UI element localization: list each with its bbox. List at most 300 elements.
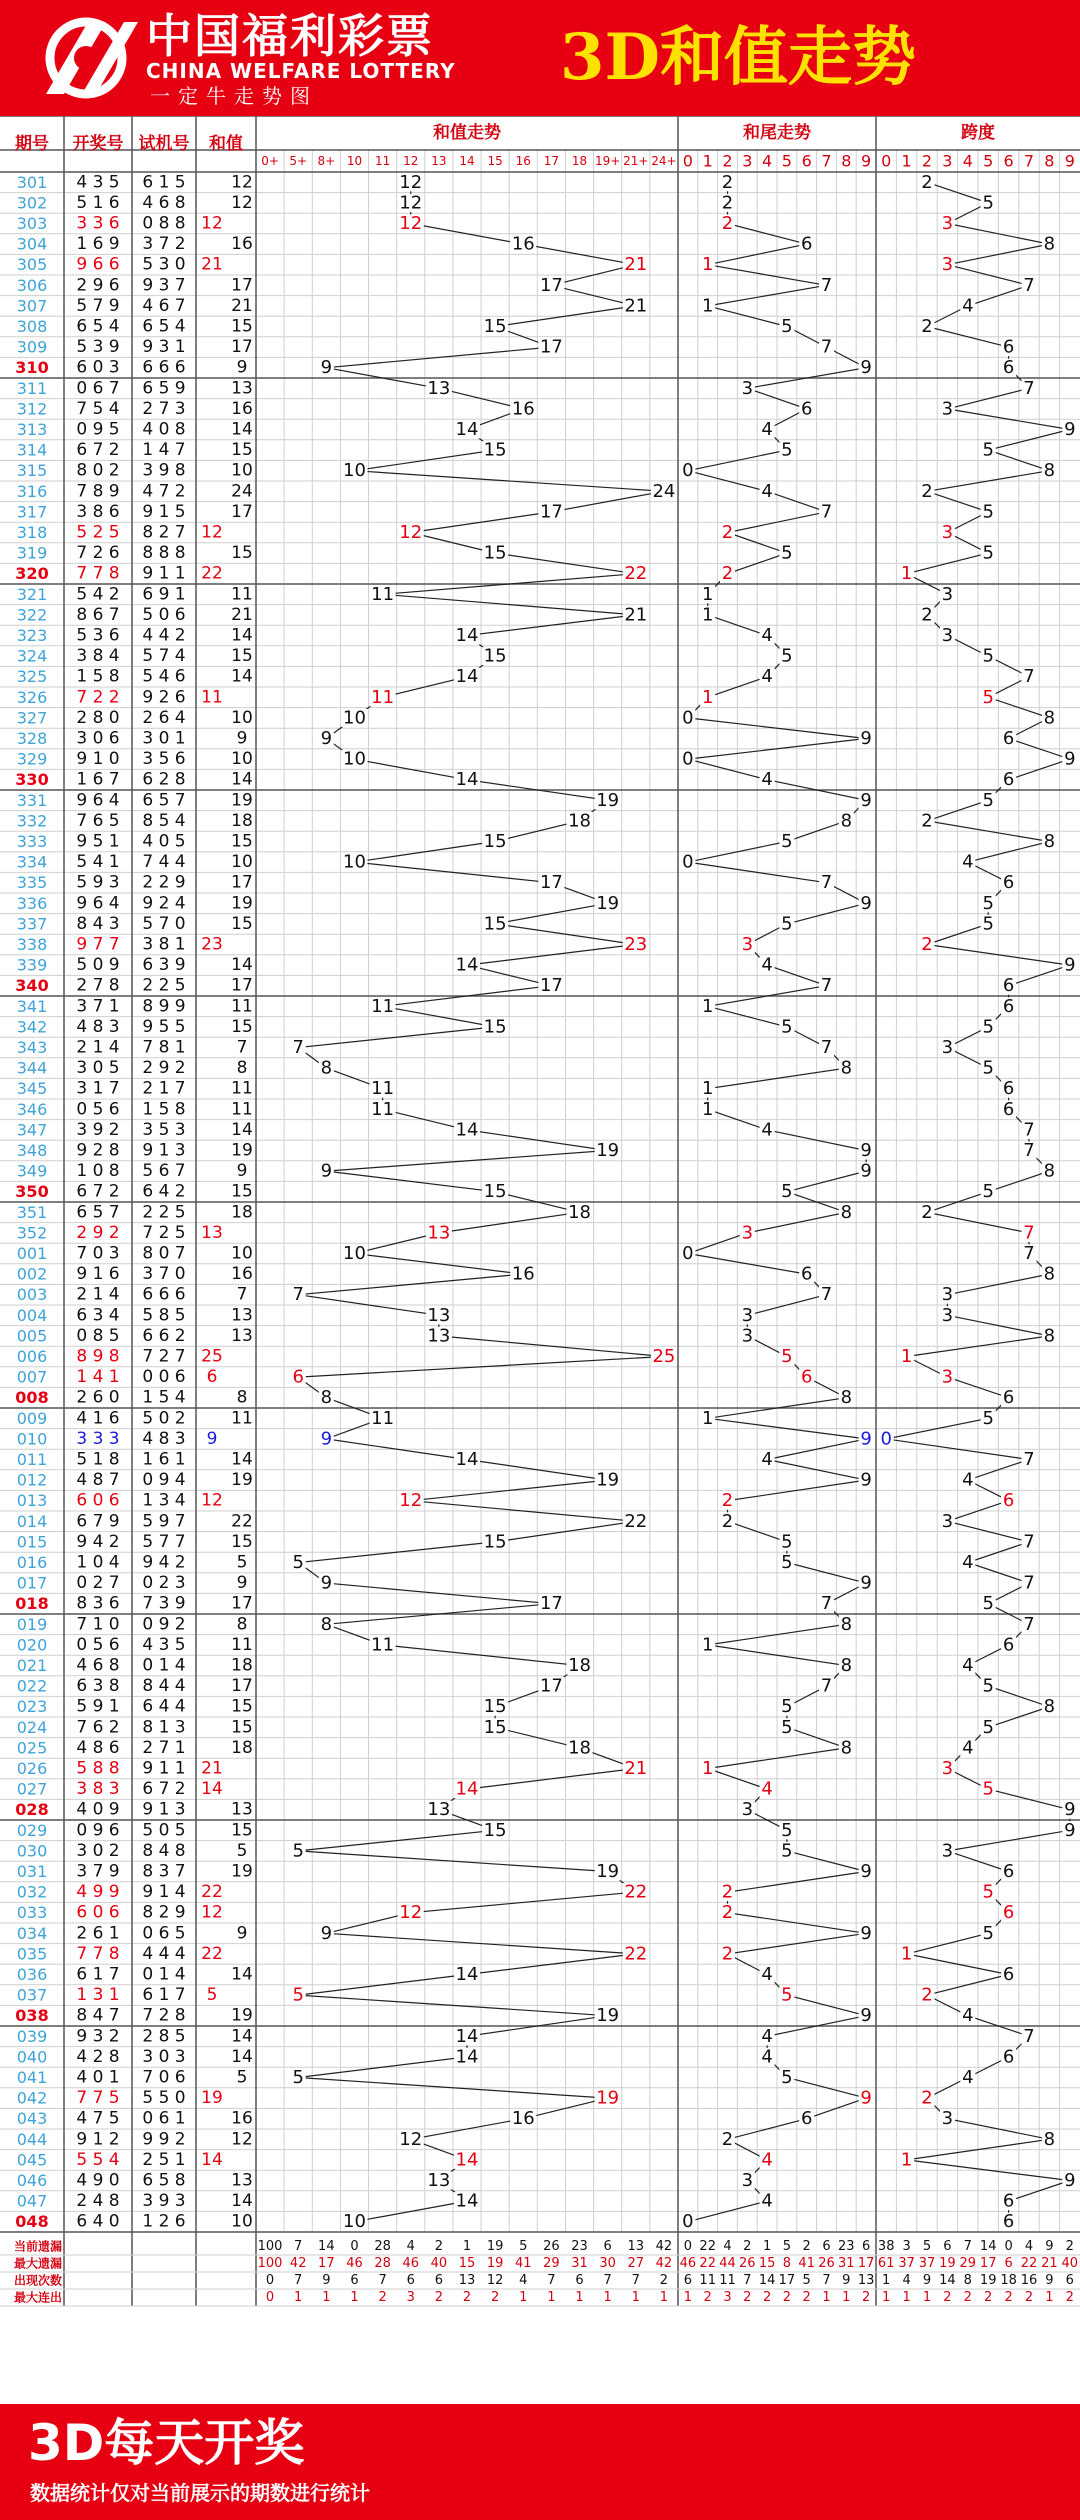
tail-trend-mark: 0 [682,1243,694,1264]
tail-trend-mark: 5 [781,439,793,461]
stats-span-value: 40 [1061,2256,1079,2271]
tail-trend-mark: 4 [761,666,773,688]
period-cell: 302 [16,193,48,213]
sum-value-cell: 14 [231,769,253,790]
trial-number-cell: 9 1 1 [142,1758,186,1779]
stats-sum-value: 1 [659,2290,669,2305]
draw-number-cell: 7 5 4 [76,398,120,419]
sum-value-cell: 16 [231,1264,253,1285]
stats-tail-value: 5 [802,2273,811,2288]
span-trend-mark: 5 [982,1016,994,1038]
sum-trend-mark: 15 [483,1696,507,1718]
stats-tail-value: 6 [861,2239,871,2254]
trial-number-cell: 2 6 4 [142,707,186,728]
stats-tail-value: 2 [802,2290,811,2305]
draw-number-cell: 8 0 2 [76,460,120,481]
tail-trend-mark: 5 [781,1840,793,1862]
stats-span-value: 9 [922,2273,932,2288]
trial-number-cell: 8 4 8 [142,1840,186,1861]
trial-number-cell: 9 4 2 [142,1552,186,1573]
period-cell: 041 [16,2068,48,2087]
stats-tail-value: 2 [703,2290,712,2305]
sum-trend-mark: 17 [539,274,563,296]
trial-number-cell: 5 0 2 [142,1408,186,1429]
sum-value-cell: 7 [236,1037,248,1058]
period-cell: 032 [16,1882,48,1902]
tail-trend-mark: 7 [820,1037,833,1058]
sum-value-cell: 15 [231,1181,253,1202]
period-cell: 015 [16,1532,48,1552]
period-cell: 043 [16,2109,48,2129]
sum-trend-mark: 21 [624,1758,648,1779]
stats-sum-value: 7 [631,2273,640,2288]
tail-trend-mark: 9 [860,1140,872,1161]
period-cell: 340 [15,976,49,996]
span-trend-mark: 6 [1002,1490,1015,1512]
stats-tail-value: 44 [719,2256,736,2271]
tail-trend-mark: 9 [860,357,872,379]
sum-trend-mark: 9 [320,728,333,749]
draw-number-cell: 5 7 9 [76,295,120,316]
sum-trend-mark: 15 [483,831,507,852]
sum-trend-mark: 17 [539,1593,563,1615]
sum-value-cell: 18 [231,1202,253,1223]
sum-trend-mark: 18 [568,1737,591,1759]
period-cell: 022 [16,1676,48,1696]
tail-trend-mark: 4 [761,2025,773,2047]
trial-number-cell: 5 4 6 [142,666,186,687]
span-trend-mark: 8 [1043,233,1056,255]
trend-table [0,116,1080,2404]
sum-value-cell: 19 [231,1470,253,1491]
stats-span-value: 38 [877,2239,895,2254]
stats-tail-value: 6 [822,2239,831,2254]
sum-value-cell: 14 [231,419,253,440]
draw-number-cell: 4 6 8 [76,1655,120,1676]
sum-trend-mark: 13 [427,1222,451,1244]
span-trend-mark: 2 [921,934,933,955]
sum-value-cell: 12 [231,2129,253,2150]
draw-number-cell: 7 7 5 [76,2088,120,2109]
stats-sum-value: 4 [406,2239,415,2254]
stats-sum-value: 0 [265,2290,275,2305]
span-trend-mark: 9 [1064,2170,1076,2191]
span-trend-mark: 6 [1002,2190,1015,2212]
sum-value-cell: 13 [201,1222,223,1243]
tail-trend-mark: 9 [860,1428,872,1450]
sum-trend-mark: 5 [292,2067,304,2088]
tail-digit-label: 5 [781,151,792,171]
sum-trend-mark: 15 [483,1531,507,1553]
period-cell: 048 [15,2212,49,2232]
sum-trend-mark: 14 [455,769,479,791]
draw-number-cell: 4 9 9 [76,1882,120,1903]
period-cell: 312 [16,399,48,419]
stats-sum-value: 3 [406,2290,415,2305]
stats-tail-value: 4 [723,2239,732,2254]
stats-sum-value: 1 [575,2290,584,2305]
stats-tail-value: 14 [758,2273,776,2288]
tail-trend-mark: 5 [781,913,793,935]
span-trend-mark: 8 [1043,1263,1056,1285]
sum-value-cell: 10 [231,2211,253,2232]
stats-span-value: 9 [1045,2239,1054,2254]
stats-tail-value: 17 [778,2273,796,2288]
trial-number-cell: 0 2 3 [142,1573,186,1594]
draw-number-cell: 7 6 5 [76,810,120,831]
tail-digit-label: 6 [801,151,812,171]
sum-value-cell: 14 [231,2026,253,2047]
trial-number-cell: 4 4 4 [142,1943,186,1964]
sum-value-cell: 21 [231,295,253,316]
logo-chinese-text: 中国福利彩票 [146,9,434,63]
sum-trend-mark: 12 [399,2128,423,2150]
sum-value-cell: 14 [201,1779,223,1800]
tail-trend-mark: 0 [682,851,694,873]
stats-sum-value: 12 [486,2273,504,2288]
trial-number-cell: 9 1 1 [142,563,186,584]
header-span-trend: 跨度 [961,123,995,143]
period-cell: 309 [16,337,48,357]
tail-trend-mark: 2 [721,1943,734,1965]
trial-number-cell: 7 2 7 [142,1346,186,1367]
sum-trend-mark: 21 [624,254,648,276]
sum-value-cell: 22 [201,1943,223,1964]
sum-value-cell: 5 [206,1985,218,2006]
tail-trend-mark: 7 [820,1593,833,1615]
draw-number-cell: 3 0 5 [76,1058,120,1079]
draw-number-cell: 3 8 4 [76,646,120,667]
sum-value-cell: 12 [201,1490,223,1511]
sum-trend-mark: 10 [343,707,366,729]
sum-value-cell: 14 [231,1119,253,1140]
sum-trend-mark: 22 [624,563,648,585]
stats-sum-value: 5 [519,2239,528,2254]
span-trend-mark: 1 [900,563,913,585]
sum-trend-mark: 11 [371,1098,395,1120]
span-trend-mark: 7 [1023,1243,1035,1264]
period-cell: 044 [16,2129,48,2149]
draw-number-cell: 9 1 0 [76,749,120,770]
sum-value-cell: 9 [236,1573,248,1594]
sum-value-cell: 5 [236,2067,248,2088]
sum-trend-mark: 19 [596,789,620,811]
sum-trend-mark: 14 [455,2025,479,2047]
span-trend-mark: 8 [1043,1325,1056,1347]
trial-number-cell: 7 2 5 [142,1222,186,1243]
span-trend-mark: 2 [921,171,933,193]
sum-value-cell: 15 [231,1531,253,1552]
period-cell: 310 [15,358,49,378]
stats-span-value: 61 [877,2256,895,2271]
trial-number-cell: 0 8 8 [142,213,186,234]
draw-number-cell: 7 6 2 [76,1717,120,1738]
tail-trend-mark: 1 [701,1098,714,1120]
period-cell: 024 [16,1717,48,1737]
span-trend-mark: 6 [1002,1634,1015,1656]
draw-number-cell: 9 6 6 [76,254,120,275]
tail-trend-mark: 1 [701,1758,714,1779]
sum-value-cell: 9 [236,1161,248,1182]
stats-sum-value: 9 [322,2273,331,2288]
tail-trend-mark: 5 [781,316,793,337]
sum-trend-mark: 8 [320,1613,333,1635]
sum-value-cell: 15 [231,1820,253,1841]
span-trend-mark: 7 [1023,2025,1035,2047]
trial-number-cell: 8 1 3 [142,1717,186,1738]
period-cell: 027 [16,1779,48,1799]
stats-sum-value: 28 [374,2239,391,2254]
draw-number-cell: 6 0 3 [76,357,120,378]
period-cell: 325 [16,667,48,687]
tail-trend-mark: 2 [721,522,734,543]
period-cell: 303 [16,214,48,233]
trial-number-cell: 1 5 8 [142,1099,186,1120]
stats-span-value: 19 [939,2256,956,2271]
sum-bin-label: 11 [374,154,391,168]
period-cell: 337 [16,914,48,934]
sum-value-cell: 10 [231,460,253,481]
draw-number-cell: 8 6 7 [76,604,120,625]
stats-span-value: 6 [1065,2273,1074,2288]
sum-trend-mark: 17 [539,501,563,523]
trial-number-cell: 0 6 5 [142,1923,186,1944]
draw-number-cell: 8 9 8 [76,1346,120,1367]
sum-value-cell: 9 [206,1428,218,1449]
stats-sum-value: 26 [543,2239,560,2254]
tail-trend-mark: 5 [781,1984,793,2006]
tail-trend-mark: 8 [840,1737,853,1759]
period-cell: 028 [15,1800,49,1820]
tail-trend-mark: 1 [701,1078,714,1100]
draw-number-cell: 5 9 1 [76,1696,120,1717]
sum-trend-mark: 22 [624,1881,648,1903]
sum-trend-mark: 9 [320,1160,333,1182]
period-cell: 009 [16,1408,48,1428]
stats-tail-value: 7 [743,2273,752,2288]
trial-number-cell: 1 2 6 [142,2211,186,2232]
stats-tail-value: 13 [857,2273,875,2288]
trial-number-cell: 5 9 7 [142,1511,186,1532]
sum-value-cell: 15 [231,1016,253,1037]
sum-trend-mark: 14 [455,2149,479,2171]
period-cell: 336 [16,893,48,913]
draw-number-cell: 7 7 8 [76,563,120,584]
sum-trend-mark: 19 [596,892,620,914]
stats-tail-value: 11 [699,2273,716,2288]
sum-value-cell: 19 [201,2088,223,2109]
tail-trend-mark: 0 [682,707,694,729]
sum-value-cell: 17 [231,275,253,296]
stats-tail-value: 11 [719,2273,736,2288]
span-trend-mark: 6 [1002,336,1015,358]
trial-number-cell: 5 7 7 [142,1531,186,1552]
tail-trend-mark: 5 [781,1552,793,1573]
sum-trend-mark: 16 [511,398,535,420]
trial-number-cell: 5 0 6 [142,604,186,625]
span-trend-mark: 7 [1023,1140,1035,1161]
tail-digit-label: 1 [702,151,713,171]
sum-trend-mark: 21 [624,604,648,626]
stats-span-value: 18 [1000,2273,1017,2288]
sum-bin-label: 18 [571,154,588,168]
sum-value-cell: 11 [231,1099,253,1120]
draw-number-cell: 8 4 3 [76,913,120,934]
trial-number-cell: 9 1 5 [142,501,186,522]
draw-number-cell: 4 9 0 [76,2170,120,2191]
sum-value-cell: 15 [231,646,253,667]
span-trend-mark: 5 [982,1407,994,1429]
sum-value-cell: 19 [231,1140,253,1161]
tail-trend-mark: 9 [860,1922,872,1944]
period-cell: 010 [16,1429,48,1449]
tail-trend-mark: 2 [721,171,734,193]
period-cell: 324 [16,646,48,666]
stats-sum-value: 14 [318,2239,335,2254]
stats-tail-value: 2 [743,2290,752,2305]
period-cell: 012 [16,1470,48,1490]
sum-trend-mark: 12 [399,192,423,214]
tail-trend-mark: 8 [840,810,853,832]
draw-number-cell: 6 5 7 [76,1202,120,1223]
stats-tail-value: 5 [782,2239,792,2254]
tail-trend-mark: 4 [761,2046,773,2068]
span-trend-mark: 5 [982,192,994,214]
period-cell: 021 [16,1656,48,1675]
stats-tail-value: 2 [762,2290,772,2305]
sum-value-cell: 6 [206,1367,218,1388]
draw-number-cell: 0 2 7 [76,1573,120,1594]
tail-trend-mark: 3 [741,377,754,399]
trial-number-cell: 8 4 4 [142,1676,186,1697]
trial-number-cell: 5 8 5 [142,1305,186,1326]
span-trend-mark: 5 [982,1881,994,1903]
stats-span-value: 22 [1020,2256,1038,2271]
draw-number-cell: 3 0 6 [76,728,120,749]
period-cell: 306 [16,275,48,295]
sum-trend-mark: 15 [483,316,507,337]
period-cell: 338 [16,935,48,954]
stats-sum-value: 46 [346,2256,363,2271]
trial-number-cell: 2 7 3 [142,398,186,419]
draw-number-cell: 9 1 6 [76,1264,120,1285]
span-trend-mark: 6 [1002,1098,1015,1120]
sum-trend-mark: 19 [596,2005,620,2027]
trial-number-cell: 9 9 2 [142,2129,186,2150]
tail-digit-label: 0 [682,151,693,171]
trial-number-cell: 2 9 2 [142,1058,186,1079]
trial-number-cell: 6 6 6 [142,357,186,378]
stats-tail-value: 7 [822,2273,831,2288]
stats-span-value: 1 [882,2290,891,2305]
sum-trend-mark: 11 [371,583,395,605]
period-cell: 002 [16,1264,48,1284]
sum-value-cell: 11 [231,1634,253,1655]
stats-sum-value: 1 [322,2290,331,2305]
tail-trend-mark: 5 [781,831,793,852]
sum-value-cell: 14 [231,2046,253,2067]
trial-number-cell: 4 7 2 [142,481,186,502]
sum-trend-mark: 5 [292,1840,304,1862]
draw-number-cell: 6 0 6 [76,1490,120,1511]
stats-tail-value: 0 [683,2239,693,2254]
tail-trend-mark: 8 [840,1387,853,1409]
draw-number-cell: 2 7 8 [76,975,120,996]
sum-trend-mark: 14 [455,1778,479,1800]
stats-span-value: 9 [1045,2273,1054,2288]
sum-bin-label: 21+ [623,154,649,168]
stats-sum-value: 28 [374,2256,391,2271]
tail-trend-mark: 7 [820,872,833,894]
stats-span-value: 37 [918,2256,936,2271]
stats-tail-value: 1 [762,2239,772,2254]
span-trend-mark: 5 [982,1675,994,1697]
draw-number-cell: 3 3 6 [76,213,120,234]
sum-value-cell: 17 [231,872,253,893]
footer-banner [0,2404,1080,2520]
sum-trend-mark: 9 [320,1572,333,1594]
span-trend-mark: 3 [941,583,954,605]
draw-number-cell: 9 3 2 [76,2026,120,2047]
draw-number-cell: 3 8 6 [76,501,120,522]
span-trend-mark: 4 [962,1737,974,1759]
sum-value-cell: 22 [201,1882,223,1903]
sum-value-cell: 15 [231,1717,253,1738]
span-trend-mark: 3 [941,625,954,646]
tail-trend-mark: 9 [860,1861,872,1882]
draw-number-cell: 2 1 4 [76,1284,120,1305]
footer-title: 3D每天开奖 [28,2414,305,2472]
draw-number-cell: 1 4 1 [76,1367,120,1388]
period-cell: 026 [16,1759,48,1778]
span-trend-mark: 6 [1002,1861,1015,1882]
sum-value-cell: 14 [231,625,253,646]
sum-trend-mark: 15 [483,1016,507,1038]
trial-number-cell: 8 2 7 [142,522,186,543]
sum-trend-mark: 19 [596,2087,620,2109]
tail-trend-mark: 6 [800,233,813,255]
stats-span-value: 2 [1065,2239,1074,2254]
sum-trend-mark: 5 [292,1984,304,2006]
trial-number-cell: 6 4 4 [142,1696,186,1717]
span-trend-mark: 6 [1002,995,1015,1017]
period-cell: 329 [16,749,48,769]
stats-tail-value: 8 [782,2256,792,2271]
period-cell: 030 [16,1841,48,1861]
period-cell: 006 [16,1347,48,1366]
span-trend-mark: 8 [1043,1160,1056,1182]
stats-sum-value: 15 [458,2256,476,2271]
sum-value-cell: 12 [201,522,223,543]
span-digit-label: 7 [1023,151,1035,171]
trial-number-cell: 5 7 0 [142,913,186,934]
period-cell: 343 [16,1038,48,1057]
tail-trend-mark: 4 [761,1964,773,1985]
sum-value-cell: 13 [231,1325,253,1346]
stats-span-value: 2 [984,2290,993,2305]
sum-value-cell: 18 [231,1737,253,1758]
draw-number-cell: 3 7 1 [76,996,120,1017]
span-trend-mark: 7 [1023,1613,1035,1635]
period-cell: 311 [16,378,48,398]
header-tail-trend: 和尾走势 [743,123,811,143]
sum-trend-mark: 11 [371,686,395,708]
sum-trend-mark: 14 [455,1119,479,1141]
period-cell: 029 [16,1820,48,1840]
logo-slogan: 一定牛走势图 [150,84,318,108]
stats-sum-value: 42 [289,2256,307,2271]
trial-number-cell: 2 1 7 [142,1078,186,1099]
